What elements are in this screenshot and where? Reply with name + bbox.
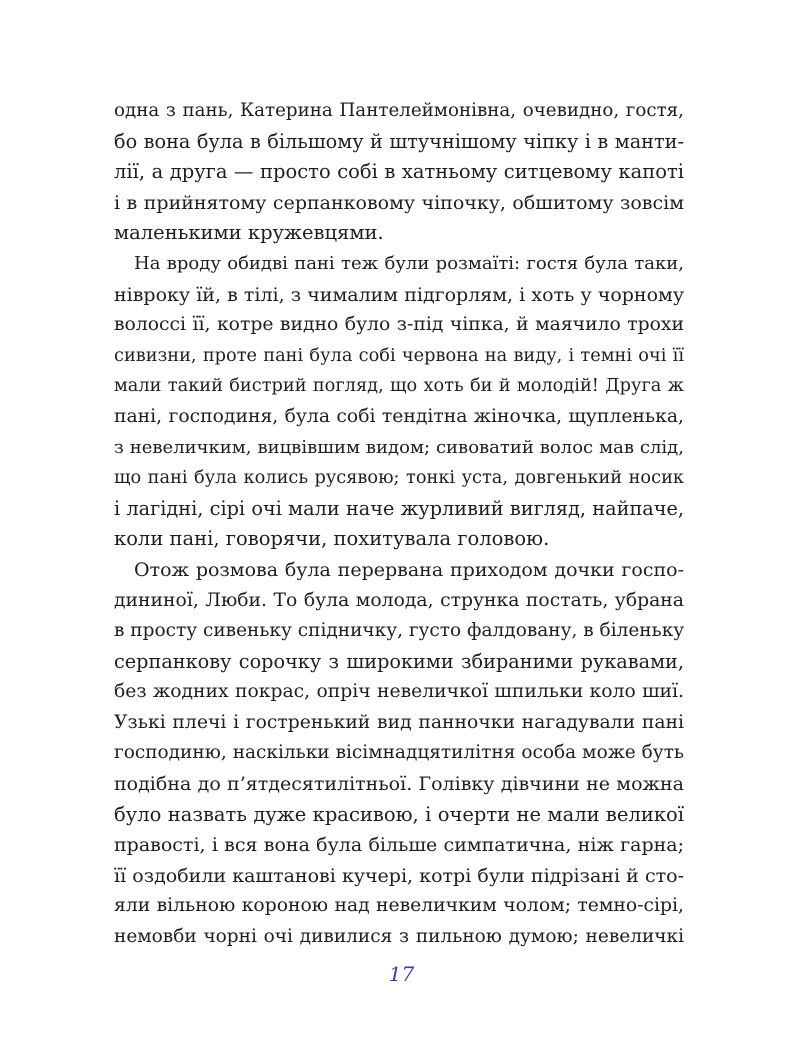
text-line: волоссі її, котре видно було з-під чіпка, й маячило трохи (114, 314, 684, 336)
text-line: що пані була колись русявою; тонкі уста, довгенький носик (114, 468, 684, 489)
text-line: її оздобили каштанові кучері, котрі були підрізані й сто- (114, 864, 684, 887)
text-line: з невеличким, вицвівшим видом; сивоватий волос мав слід, (114, 436, 684, 458)
text-line: бо вона була в більшому й штучнішому чіпку і в манти- (114, 129, 684, 153)
text-line: сивизни, проте пані була собі червона на виду, і темні очі її (114, 345, 684, 366)
text-line: маленькими кружевцями. (114, 221, 384, 245)
text-line: господиню, наскільки вісімнадцятилітня особа може буть (114, 742, 684, 764)
text-line: серпанкову сорочку з широкими збираними рукавами, (114, 649, 684, 673)
text-line: коли пані, говорячи, похитувала головою. (114, 527, 550, 551)
text-line: подібна до п’ятдесятилітньої. Голівку дівчини не можна (114, 773, 684, 796)
text-line: правості, і вся вона була більше симпатична, ніж гарна; (114, 834, 684, 857)
text-line: Узькі плечі і гостренький вид панночки нагадували пані (114, 711, 684, 733)
text-line: лії, а друга — просто собі в хатньому ситцевому капоті (114, 160, 684, 184)
text-line: яли вільною короною над невеличким чолом; темно-сірі, (114, 895, 684, 917)
text-line: нівроку їй, в тілі, з чималим підгорлям, і хоть у чорному (114, 283, 684, 306)
text-line: в просту сивеньку спідничку, густо фалдовану, в біленьку (114, 620, 685, 642)
body-text (114, 96, 684, 953)
text-line: мали такий бистрий погляд, що хоть би й молодій! Друга ж (114, 376, 684, 397)
text-line: дининої, Люби. То була молода, струнка постать, убрана (114, 589, 684, 611)
text-line: і в прийнятому серпанковому чіпочку, обшитому зовсім (114, 191, 684, 214)
text-line: і лагідні, сірі очі мали наче журливий вигляд, найпаче, (114, 496, 684, 520)
text-line: без жодних покрас, опріч невеличкої шпильки коло шиї. (114, 681, 684, 703)
page-number: 17 (388, 962, 415, 986)
text-line: одна з пань, Катерина Пантелеймонівна, очевидно, гостя, (114, 100, 684, 121)
text-line: Отож розмова була перервана приходом дочки госпо- (134, 558, 684, 581)
text-line: немовби чорні очі дивилися з пильною думою; невеличкі (114, 926, 684, 948)
text-line: пані, господиня, була собі тендітна жіночка, щупленька, (114, 405, 684, 427)
text-line: На вроду обидві пані теж були розмаїті: гостя була таки, (134, 252, 684, 274)
text-line: було назвать дуже красивою, і очерти не мали великої (114, 802, 684, 826)
